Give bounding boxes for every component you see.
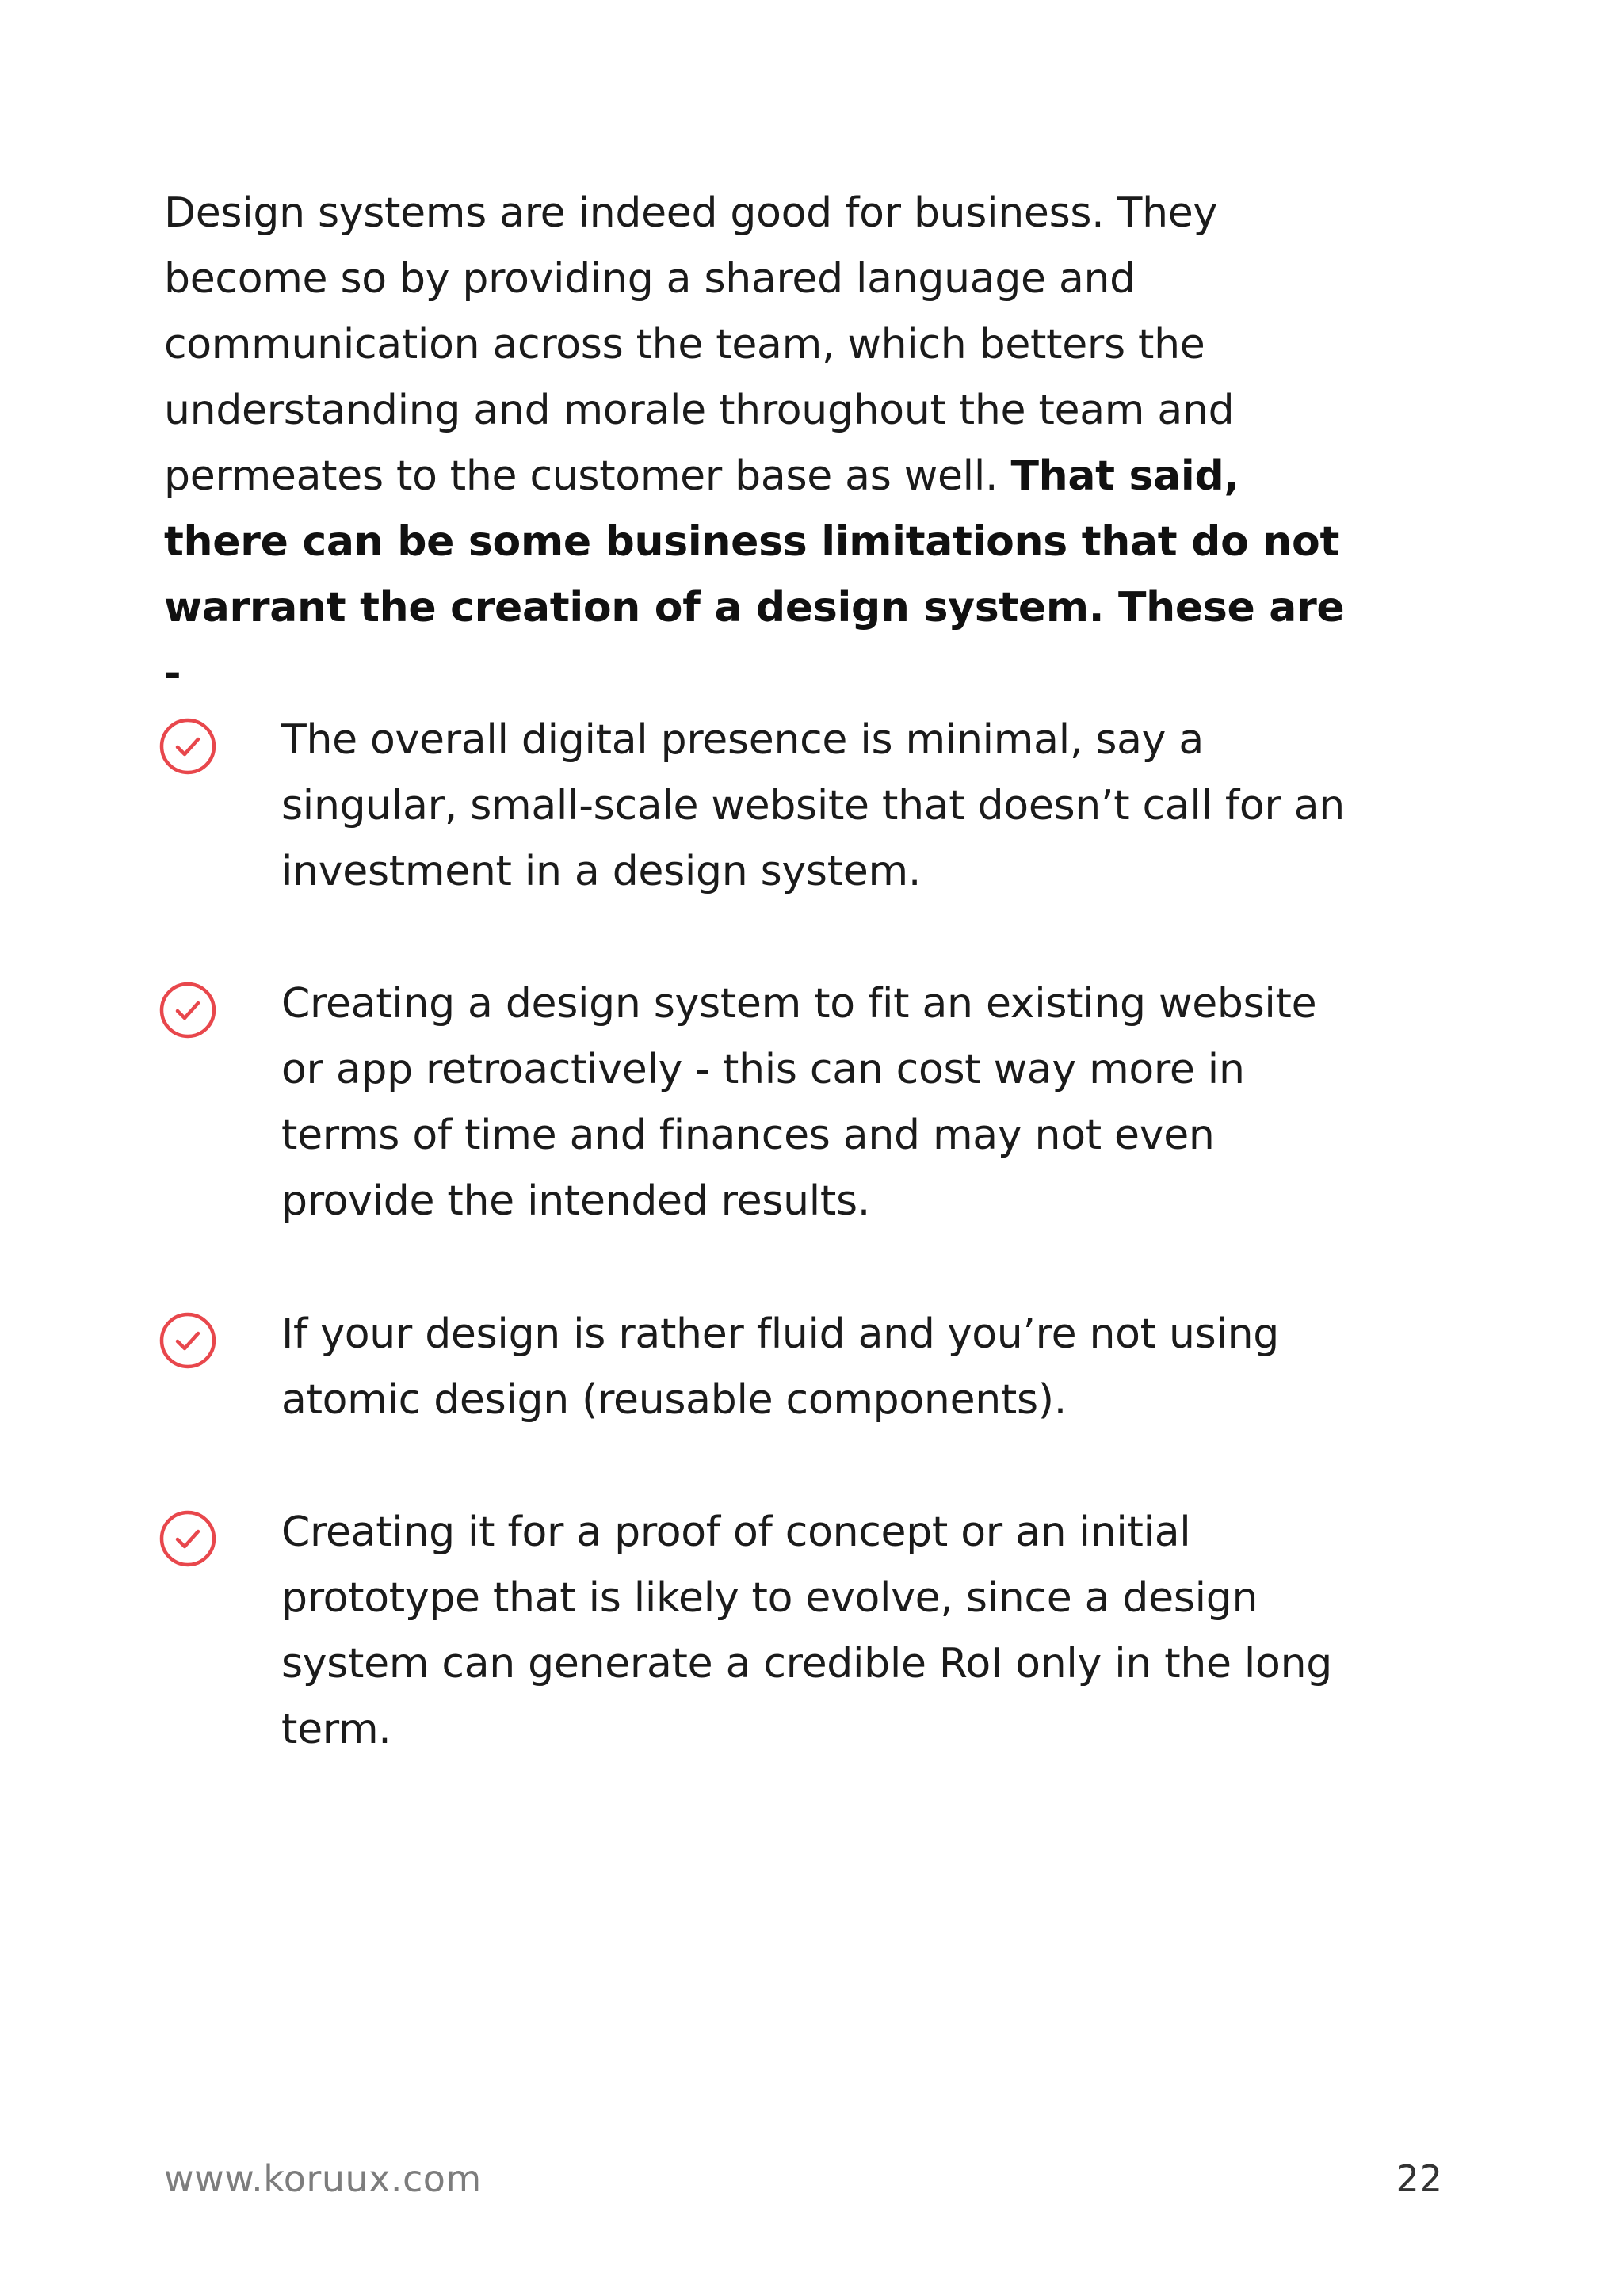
page-number: 22 [1396,2157,1442,2200]
check-circle-icon [158,717,217,776]
intro-paragraph [164,181,1353,707]
list-item-text: The overall digital presence is minimal, say a singular, small-scale website that doesn’t call for an investment in a design system. [281,716,1345,895]
intro-regular-text: Design systems are indeed good for business. They become so by providing a shared language and communication across the team, which betters the understanding and morale throughout the team and permeates to the customer base as well. [164,189,1235,500]
list-item-text: If your design is rather fluid and you’re not using atomic design (reusable components). [281,1310,1279,1424]
check-circle-icon [158,981,217,1039]
intro-bold-text: That said, there can be some business limitations that do not warrant the creation of a design system. These are - [164,452,1345,697]
list-item-text: Creating a design system to fit an existing website or app retroactively - this can cost way more in terms of time and finances and may not even provide the intended results. [281,980,1317,1225]
list-item-text: Creating it for a proof of concept or an initial prototype that is likely to evolve, since a design system can generate a credible RoI only in the long term. [281,1508,1332,1753]
check-circle-icon [158,1509,217,1568]
check-circle-icon [158,1311,217,1370]
footer-url: www.koruux.com [164,2157,482,2200]
